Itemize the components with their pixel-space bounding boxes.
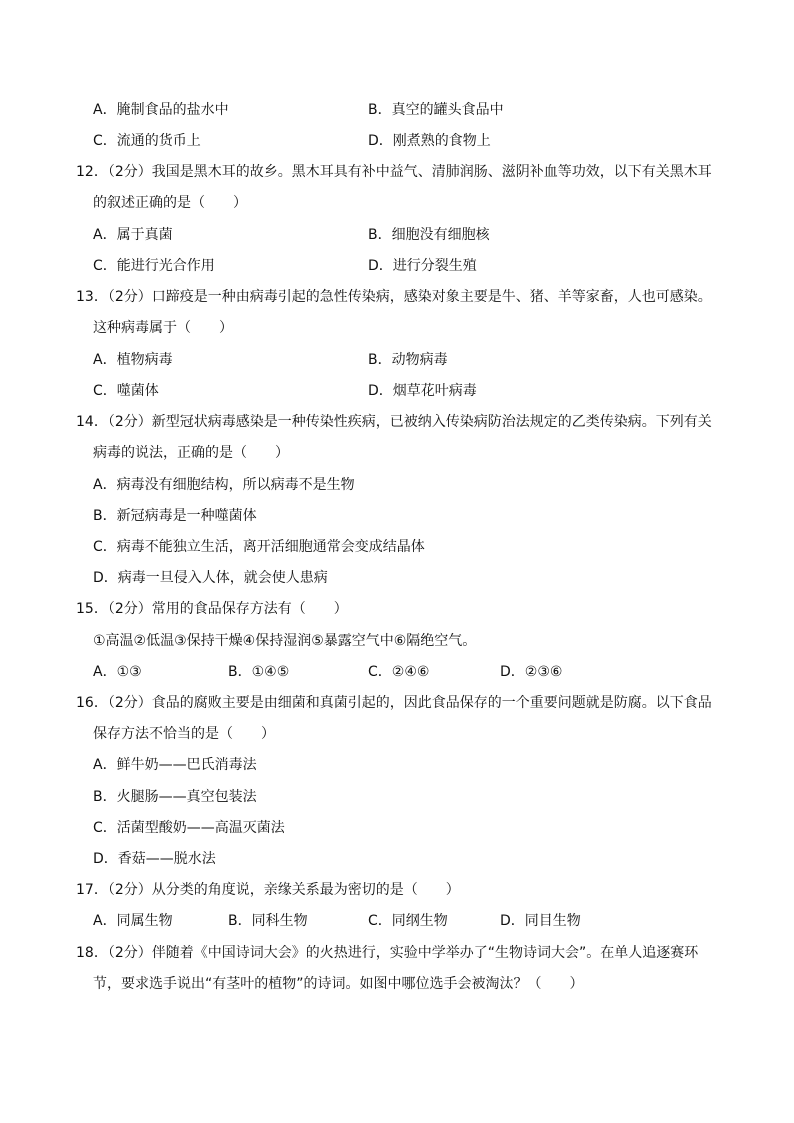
q13-stem-line2: 这种病毒属于（ ） (93, 320, 233, 336)
q14-stem-line1: 14．（2分）新型冠状病毒感染是一种传染性疾病，已被纳入传染病防治法规定的乙类传染病。下列有关 (76, 414, 712, 430)
q13-stem-line1: 13．（2分）口蹄疫是一种由病毒引起的急性传染病，感染对象主要是牛、猪、羊等家畜，人也可感染。 (76, 289, 712, 305)
q16-option-b: B．火腿肠——真空包装法 (93, 789, 257, 805)
q11-option-a: A．腌制食品的盐水中 (93, 102, 229, 118)
q11-option-c: C．流通的货币上 (93, 133, 201, 149)
q18-stem-line1: 18．（2分）伴随着《中国诗词大会》的火热进行，实验中学举办了“生物诗词大会”。在单人追逐赛环 (76, 945, 699, 961)
q15-stem-line2: ①高温②低温③保持干燥④保持湿润⑤暴露空气中⑥隔绝空气。 (93, 633, 477, 649)
q14-stem-line2: 病毒的说法，正确的是（ ） (93, 445, 289, 461)
q17-option-c: C．同纲生物 (368, 913, 448, 929)
q13-option-b: B．动物病毒 (368, 352, 448, 368)
q16-stem-line2: 保存方法不恰当的是（ ） (93, 726, 275, 742)
q15-option-a: A．①③ (93, 664, 142, 680)
q14-option-a: A．病毒没有细胞结构，所以病毒不是生物 (93, 477, 355, 493)
q15-option-b: B．①④⑤ (228, 664, 290, 680)
q15-option-d: D．②③⑥ (500, 664, 563, 680)
q13-option-a: A．植物病毒 (93, 352, 173, 368)
q11-option-d: D．刚煮熟的食物上 (368, 133, 491, 149)
q18-stem-line2: 节，要求选手说出“有茎叶的植物”的诗词。如图中哪位选手会被淘汰？（ ） (93, 976, 584, 992)
q14-option-b: B．新冠病毒是一种噬菌体 (93, 508, 257, 524)
q12-option-d: D．进行分裂生殖 (368, 258, 477, 274)
q17-option-b: B．同科生物 (228, 913, 308, 929)
q14-option-c: C．病毒不能独立生活，离开活细胞通常会变成结晶体 (93, 539, 425, 555)
q12-option-c: C．能进行光合作用 (93, 258, 215, 274)
q17-option-d: D．同目生物 (500, 913, 581, 929)
q16-option-d: D．香菇——脱水法 (93, 851, 216, 867)
q11-option-b: B．真空的罐头食品中 (368, 102, 504, 118)
q15-stem-line1: 15．（2分）常用的食品保存方法有（ ） (76, 601, 348, 617)
q17-option-a: A．同属生物 (93, 913, 173, 929)
q12-stem-line1: 12．（2分）我国是黑木耳的故乡。黑木耳具有补中益气、清肺润肠、滋阴补血等功效，以下有关黑木耳 (76, 164, 712, 180)
q16-option-a: A．鲜牛奶——巴氏消毒法 (93, 757, 257, 773)
q12-stem-line2: 的叙述正确的是（ ） (93, 195, 247, 211)
q14-option-d: D．病毒一旦侵入人体，就会使人患病 (93, 570, 328, 586)
q12-option-a: A．属于真菌 (93, 227, 173, 243)
q16-option-c: C．活菌型酸奶——高温灭菌法 (93, 820, 285, 836)
q17-stem-line1: 17．（2分）从分类的角度说，亲缘关系最为密切的是（ ） (76, 882, 460, 898)
q12-option-b: B．细胞没有细胞核 (368, 227, 490, 243)
q15-option-c: C．②④⑥ (368, 664, 430, 680)
q16-stem-line1: 16．（2分）食品的腐败主要是由细菌和真菌引起的，因此食品保存的一个重要问题就是防腐。以下食品 (76, 695, 712, 711)
q13-option-d: D．烟草花叶病毒 (368, 383, 477, 399)
q13-option-c: C．噬菌体 (93, 383, 159, 399)
